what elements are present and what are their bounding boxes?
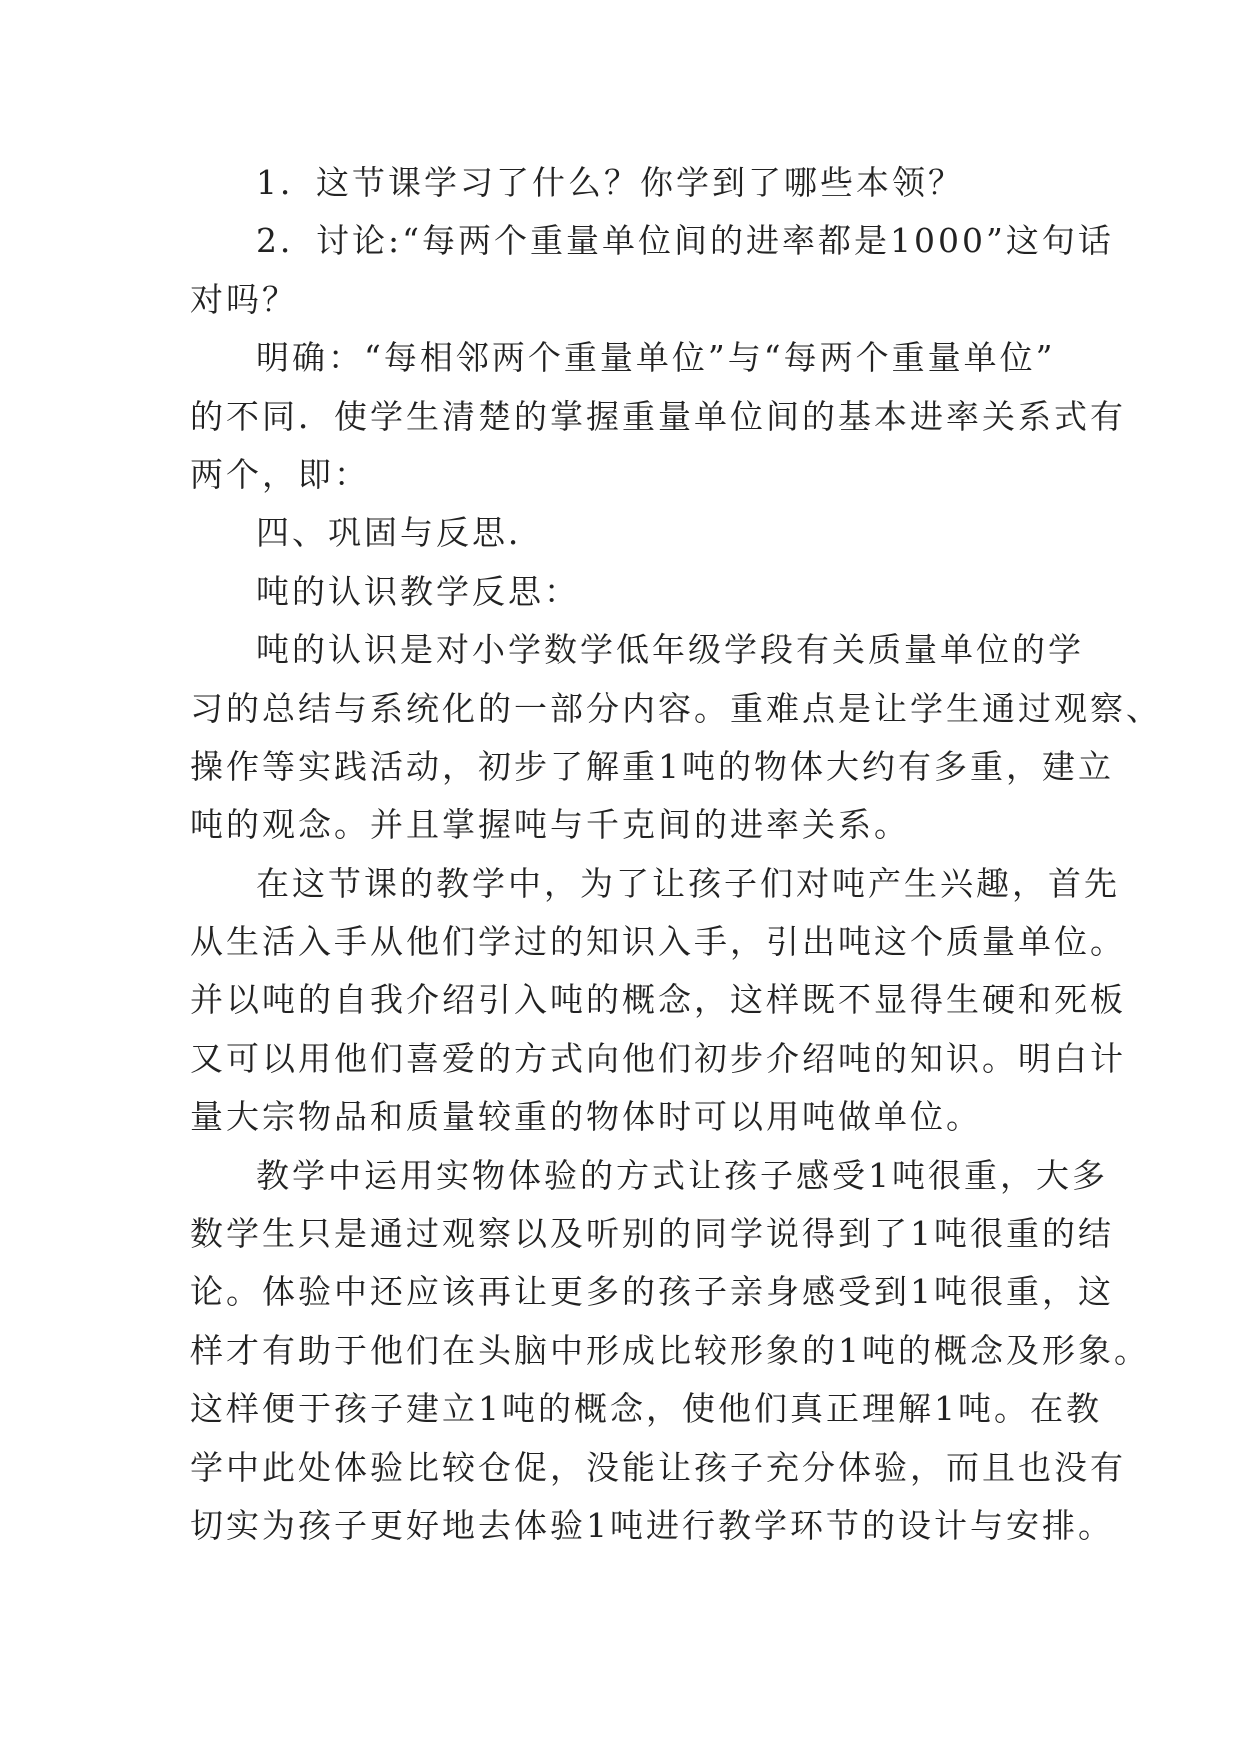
list-item-1: 1．这节课学习了什么？你学到了哪些本领？	[256, 163, 964, 202]
section-heading-consolidation: 四、巩固与反思．	[256, 513, 544, 553]
paragraph-reflection-3-line: 切实为孩子更好地去体验1吨进行教学环节的设计与安排。	[190, 1505, 1114, 1545]
paragraph-reflection-1-line: 操作等实践活动，初步了解重1吨的物体大约有多重，建立	[190, 746, 1114, 786]
paragraph-reflection-1-line: 吨的观念。并且掌握吨与千克间的进率关系。	[190, 805, 910, 845]
paragraph-reflection-3-line: 学中此处体验比较仓促，没能让孩子充分体验，而且也没有	[190, 1447, 1126, 1487]
paragraph-reflection-3-line: 数学生只是通过观察以及听别的同学说得到了1吨很重的结	[190, 1214, 1114, 1254]
paragraph-reflection-3-line: 样才有助于他们在头脑中形成比较形象的1吨的概念及形象。	[190, 1330, 1150, 1370]
paragraph-reflection-2-line: 并以吨的自我介绍引入吨的概念，这样既不显得生硬和死板	[190, 980, 1126, 1020]
section-heading-reflection: 吨的认识教学反思：	[256, 571, 580, 611]
paragraph-reflection-1-line: 习的总结与系统化的一部分内容。重难点是让学生通过观察、	[190, 688, 1162, 728]
paragraph-reflection-3-line: 论。体验中还应该再让更多的孩子亲身感受到1吨很重，这	[190, 1272, 1114, 1312]
paragraph-clarification-line: 两个，即：	[190, 454, 370, 494]
paragraph-reflection-1: 吨的认识是对小学数学低年级学段有关质量单位的学	[256, 630, 1084, 670]
paragraph-clarification-line: 的不同．使学生清楚的掌握重量单位间的基本进率关系式有	[190, 396, 1126, 436]
paragraph-reflection-2-line: 又可以用他们喜爱的方式向他们初步介绍吨的知识。明白计	[190, 1038, 1126, 1078]
document-body	[190, 154, 1162, 1555]
paragraph-reflection-2: 在这节课的教学中，为了让孩子们对吨产生兴趣，首先	[256, 863, 1120, 903]
paragraph-reflection-2-line: 量大宗物品和质量较重的物体时可以用吨做单位。	[190, 1097, 982, 1137]
list-item-2: 2．讨论:“每两个重量单位间的进率都是1000”这句话	[256, 221, 1114, 261]
paragraph-reflection-2-line: 从生活入手从他们学过的知识入手，引出吨这个质量单位。	[190, 922, 1126, 962]
paragraph-reflection-3-line: 这样便于孩子建立1吨的概念，使他们真正理解1吨。在教	[190, 1389, 1102, 1429]
list-item-2-continued: 对吗？	[190, 279, 298, 319]
paragraph-clarification: 明确：“每相邻两个重量单位”与“每两个重量单位”	[256, 338, 1056, 378]
paragraph-reflection-3: 教学中运用实物体验的方式让孩子感受1吨很重，大多	[256, 1155, 1108, 1195]
